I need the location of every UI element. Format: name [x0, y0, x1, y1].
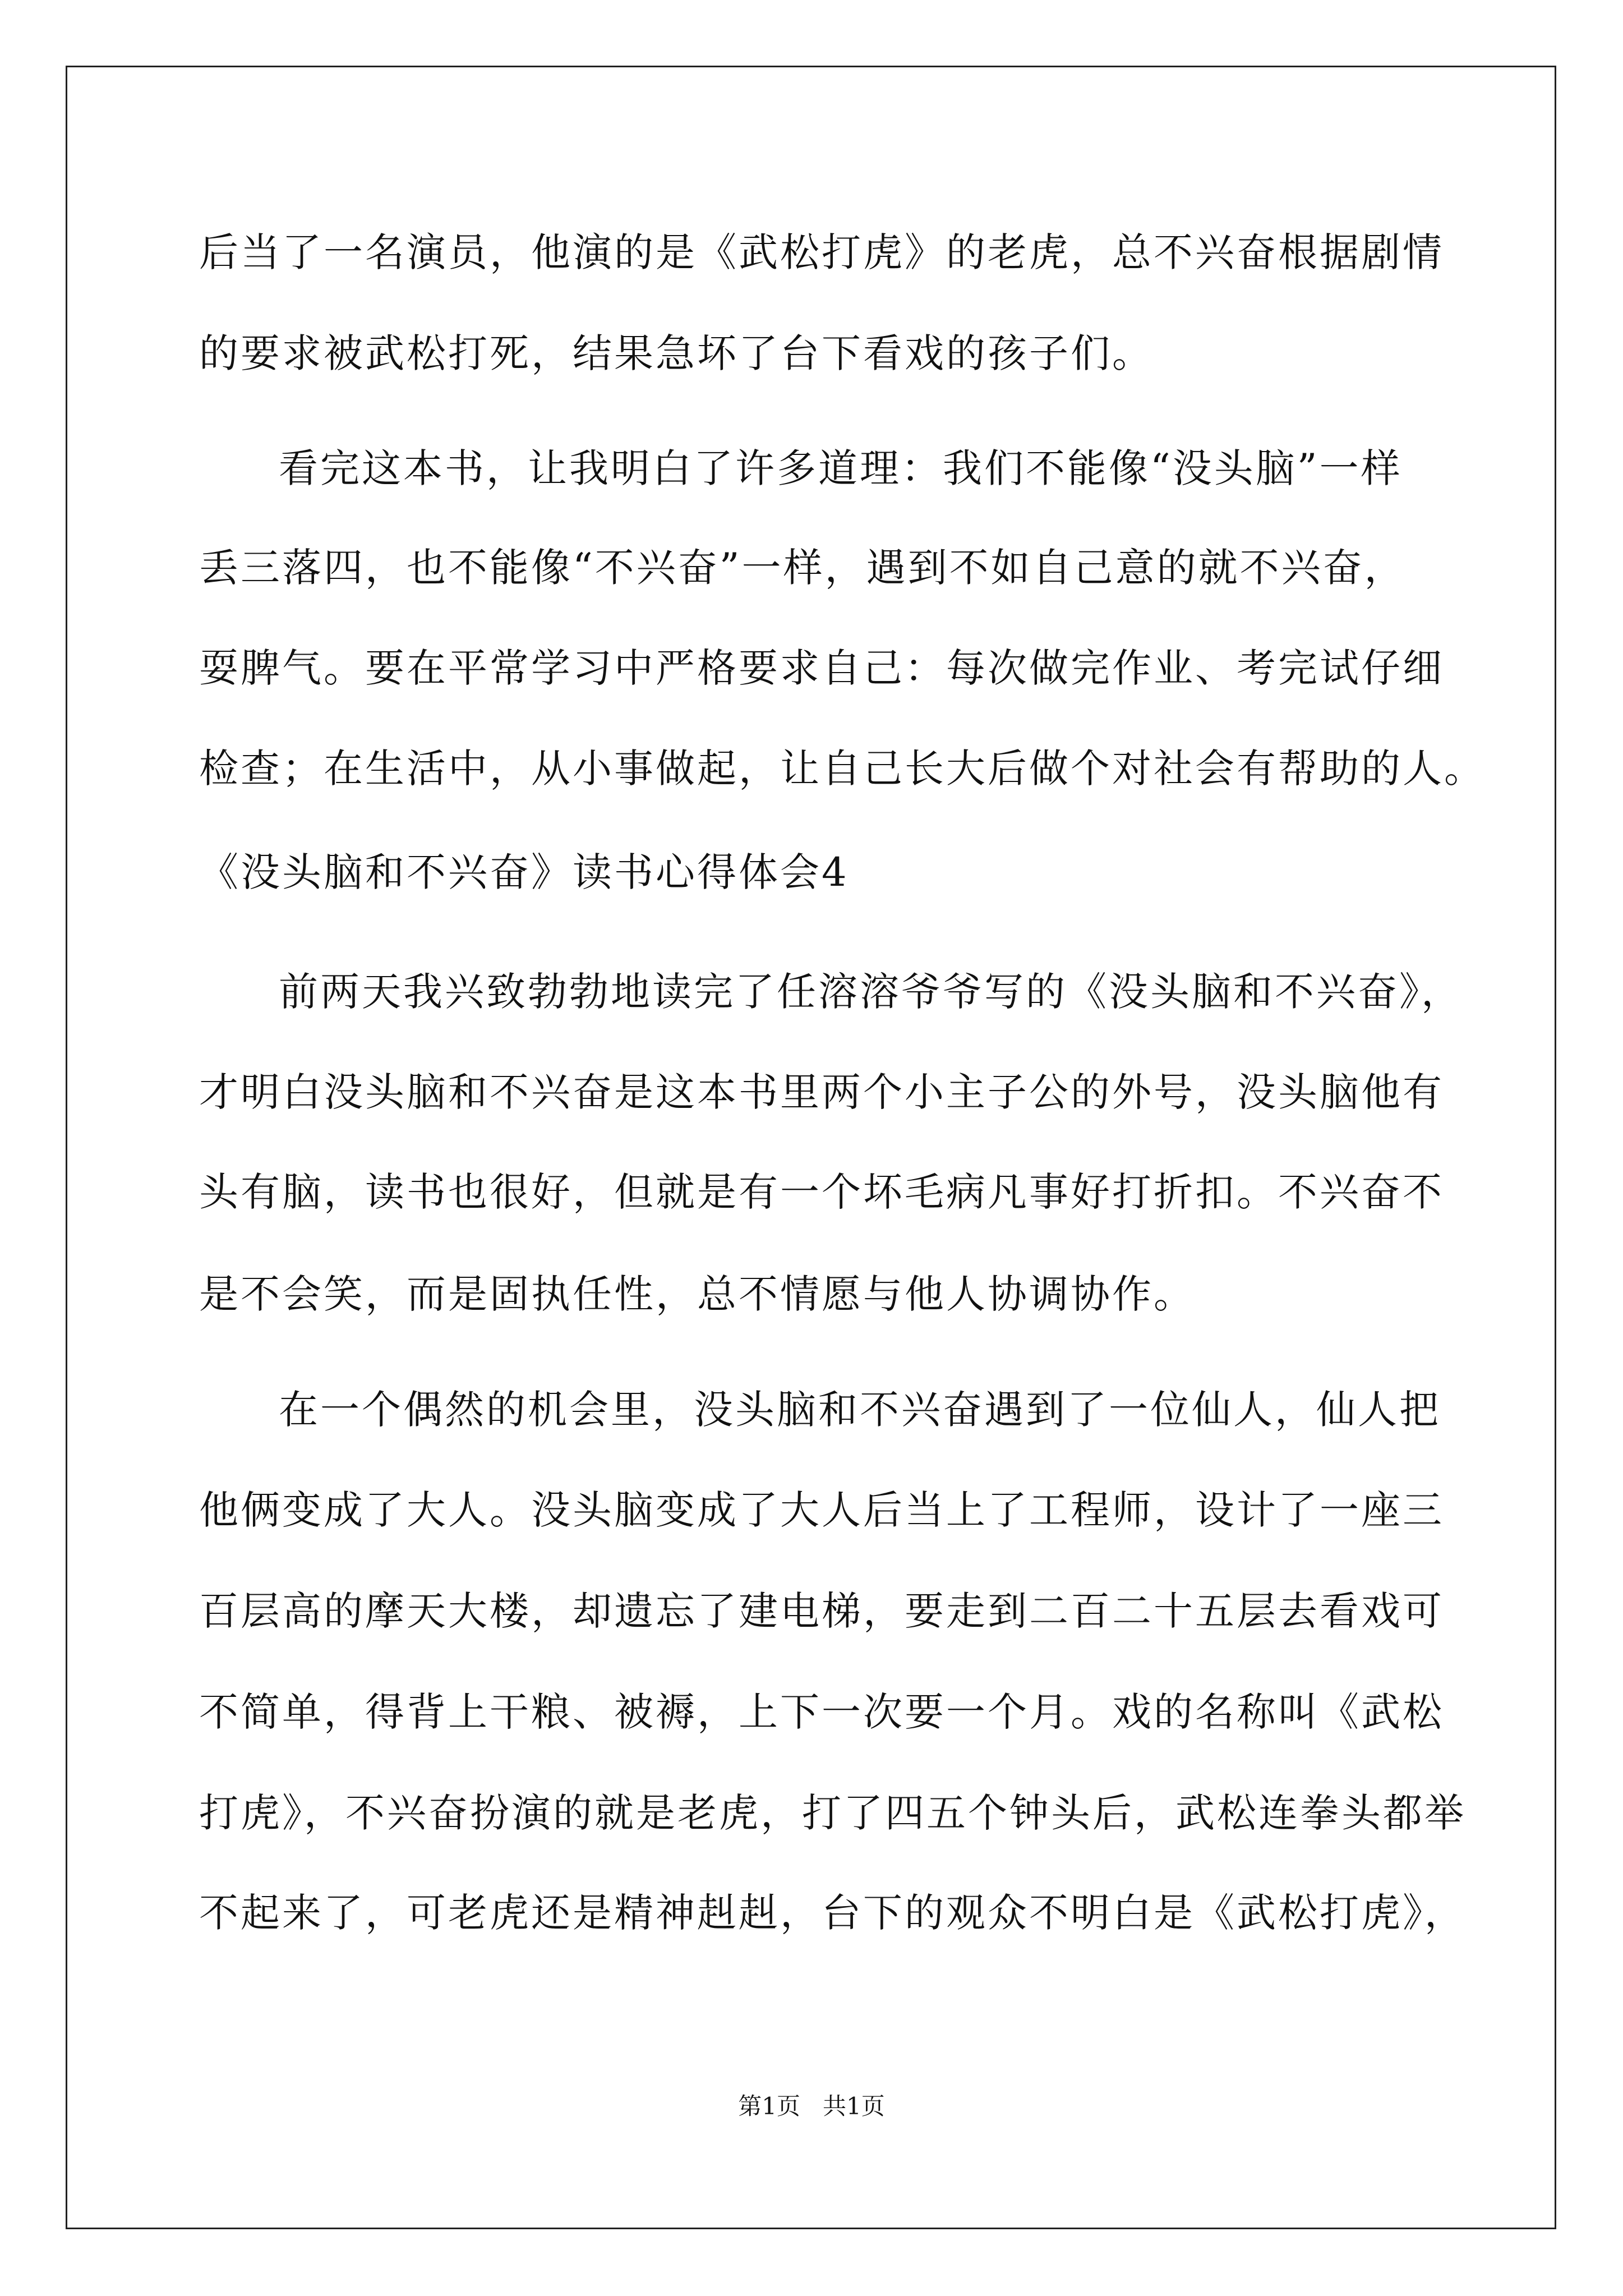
text-line-8: 前两天我兴致勃勃地读完了任溶溶爷爷写的《没头脑和不兴奋》， — [279, 969, 1463, 1015]
text-line-6: 检查；在生活中，从小事做起，让自己长大后做个对社会有帮助的人。 — [199, 746, 1486, 792]
section-heading: 《没头脑和不兴奋》读书心得体会4 — [199, 849, 849, 895]
text-line-15: 不简单，得背上干粮、被褥，上下一次要一个月。戏的名称叫《武松 — [199, 1689, 1444, 1735]
text-line-2: 的要求被武松打死，结果急坏了台下看戏的孩子们。 — [199, 330, 1154, 376]
text-line-16: 打虎》，不兴奋扮演的就是老虎，打了四五个钟头后，武松连拳头都举 — [199, 1790, 1466, 1836]
text-line-17: 不起来了，可老虎还是精神赳赳，台下的观众不明白是《武松打虎》， — [199, 1890, 1466, 1936]
page-number-total: 共1页 — [823, 2092, 885, 2120]
text-line-13: 他俩变成了大人。没头脑变成了大人后当上了工程师，设计了一座三 — [199, 1487, 1444, 1533]
text-line-1: 后当了一名演员，他演的是《武松打虎》的老虎，总不兴奋根据剧情 — [199, 229, 1444, 275]
text-line-3: 看完这本书，让我明白了许多道理：我们不能像“没头脑”一样 — [279, 445, 1403, 491]
text-line-5: 耍脾气。要在平常学习中严格要求自己：每次做完作业、考完试仔细 — [199, 645, 1444, 691]
text-line-11: 是不会笑，而是固执任性，总不情愿与他人协调协作。 — [199, 1271, 1195, 1317]
text-line-4: 丢三落四，也不能像“不兴奋”一样，遇到不如自己意的就不兴奋， — [199, 545, 1406, 591]
text-line-10: 头有脑，读书也很好，但就是有一个坏毛病凡事好打折扣。不兴奋不 — [199, 1169, 1444, 1215]
page-number-current: 第1页 — [738, 2092, 800, 2120]
text-line-9: 才明白没头脑和不兴奋是这本书里两个小主子公的外号，没头脑他有 — [199, 1069, 1444, 1115]
text-line-14: 百层高的摩天大楼，却遗忘了建电梯，要走到二百二十五层去看戏可 — [199, 1588, 1444, 1634]
page-footer — [0, 2090, 1623, 2123]
text-line-12: 在一个偶然的机会里，没头脑和不兴奋遇到了一位仙人，仙人把 — [279, 1387, 1441, 1433]
